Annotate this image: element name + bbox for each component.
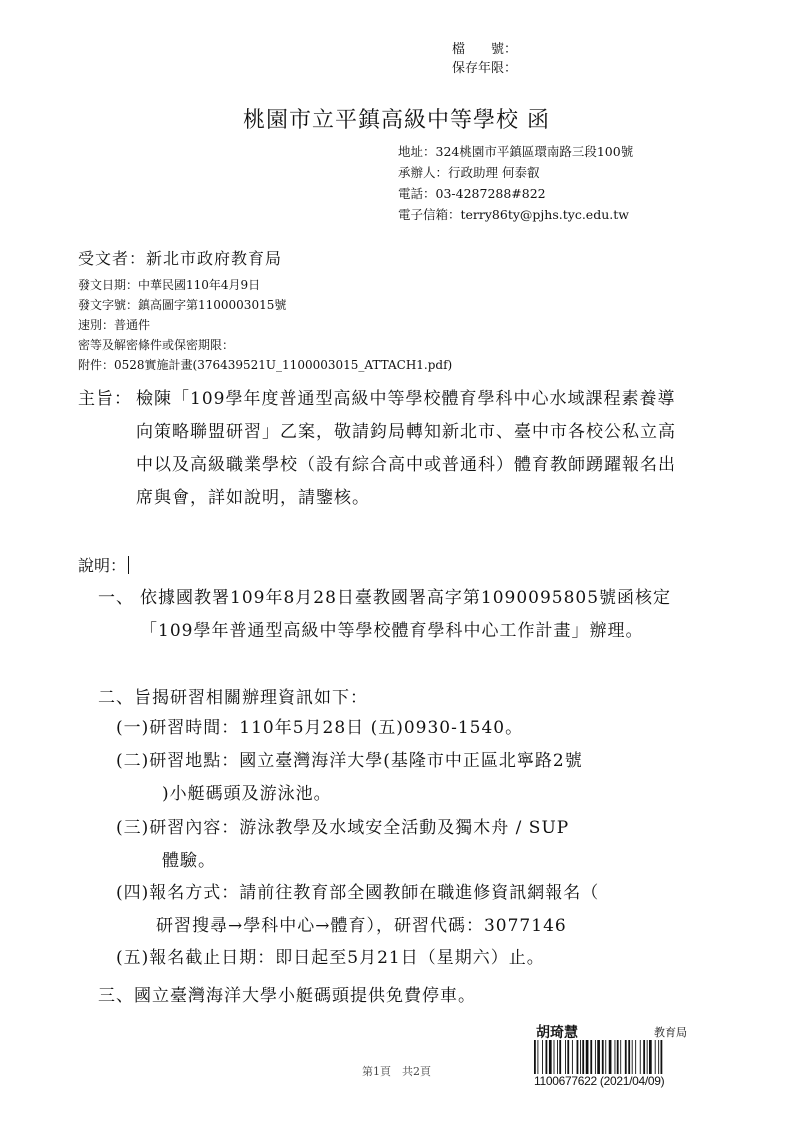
- subject-section: [78, 383, 678, 515]
- explanation-label-text: 說明：: [78, 556, 127, 575]
- document-number: 發文字號：鎮高圖字第1100003015號: [78, 298, 287, 312]
- explanation-label: [78, 553, 129, 576]
- attachment-link[interactable]: 附件：0528實施計畫(376439521U_1100003015_ATTACH1.pdf): [78, 358, 453, 372]
- page-number: 第1頁 共2頁: [362, 1065, 431, 1078]
- text-cursor: [128, 556, 129, 574]
- organization-info: [398, 141, 633, 225]
- issue-date: 發文日期：中華民國110年4月9日: [78, 278, 261, 292]
- sub-item-registration-line2: 研習搜尋→學科中心→體育），研習代碼：3077146: [156, 916, 567, 936]
- barcode-image: [532, 1040, 700, 1074]
- file-info: [452, 40, 517, 78]
- sub-item-deadline: (五)報名截止日期：即日起至5月21日（星期六）止。: [116, 948, 545, 968]
- explanation-item-2: 二、旨揭研習相關辦理資訊如下：: [98, 688, 368, 708]
- sub-item-content-line2: 體驗。: [162, 851, 216, 871]
- recipient: 受文者：新北市政府教育局: [78, 249, 283, 268]
- receiving-unit: 教育局: [654, 1027, 687, 1039]
- explanation-item-3: 三、國立臺灣海洋大學小艇碼頭提供免費停車。: [98, 986, 476, 1006]
- sub-item-location: [116, 745, 676, 811]
- item-1-text: 依據國教署109年8月28日臺教國署高字第1090095805號函核定「109學年普通型高級中等學校體育學科中心工作計畫」辦理。: [140, 588, 672, 641]
- document-title: 桃園市立平鎮高級中等學校 函: [243, 108, 550, 133]
- file-number-label: 檔 號：: [452, 42, 518, 57]
- secrecy-level: 密等及解密條件或保密期限：: [78, 338, 235, 352]
- sub-item-location-line1: (二)研習地點：國立臺灣海洋大學(基隆市中正區北寧路2號: [116, 751, 583, 771]
- sub-item-location-line2: )小艇碼頭及游泳池。: [162, 784, 332, 804]
- retention-label: 保存年限：: [452, 61, 518, 76]
- handler: 承辦人：行政助理 何泰叡: [398, 165, 540, 180]
- phone: 電話：03-4287288#822: [398, 186, 546, 201]
- item-1-number: 一、: [98, 588, 134, 608]
- email: 電子信箱：terry86ty@pjhs.tyc.edu.tw: [398, 207, 629, 222]
- subject-label: 主旨：: [78, 389, 132, 409]
- delivery-speed: 速別：普通件: [78, 318, 151, 332]
- sub-item-registration-line1: (四)報名方式：請前往教育部全國教師在職進修資訊網報名（: [116, 883, 600, 903]
- explanation-item-1: [98, 582, 678, 648]
- sub-item-registration: [116, 877, 676, 943]
- signer-name: 胡琦慧: [536, 1024, 578, 1040]
- address: 地址：324桃園市平鎮區環南路三段100號: [398, 144, 634, 159]
- sub-item-content-line1: (三)研習內容：游泳教學及水域安全活動及獨木舟 / SUP: [116, 818, 570, 838]
- barcode-number: 1100677622 (2021/04/09): [534, 1074, 665, 1088]
- sub-item-time: (一)研習時間：110年5月28日 (五)0930-1540。: [116, 718, 524, 738]
- document-meta: [78, 275, 452, 375]
- sub-item-content: [116, 812, 676, 878]
- subject-text: 檢陳「109學年度普通型高級中等學校體育學科中心水域課程素養導向策略聯盟研習」乙案，敬請鈞局轉知新北市、臺中市各校公私立高中以及高級職業學校（設有綜合高中或普通科）體育教師踴躍報名出席與會，詳如說明，請鑒核。: [136, 389, 676, 508]
